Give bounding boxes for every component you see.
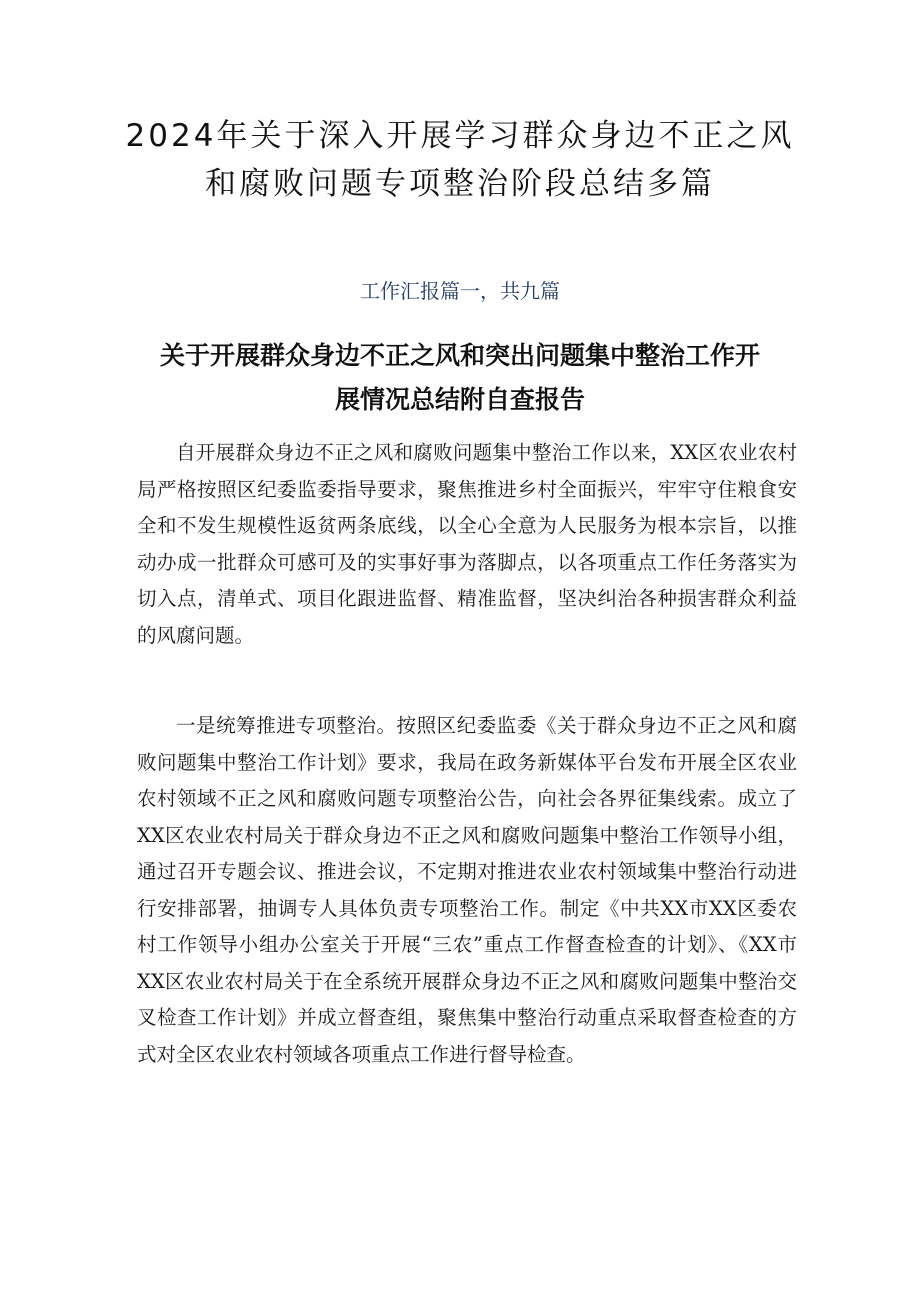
- body-paragraph-2: 一是统筹推进专项整治。按照区纪委监委《关于群众身边不正之风和腐败问题集中整治工作计划》要求，我局在政务新媒体平台发布开展全区农业农村领域不正之风和腐败问题专项整治公告，向社会各界征集线索。成立了XX区农业农村局关于群众身边不正之风和腐败问题集中整治工作领导小组，通过召开专题会议、推进会议，不定期对推进农业农村领域集中整治行动进行安排部署，抽调专人具体负责专项整治工作。制定《中共XX市XX区委农村工作领导小组办公室关于开展“三农”重点工作督查检查的计划》、《XX市XX区农业农村局关于在全系统开展群众身边不正之风和腐败问题集中整治交叉检查工作计划》并成立督查组，聚焦集中整治行动重点采取督查检查的方式对全区农业农村领域各项重点工作进行督导检查。: [137, 714, 797, 1066]
- body-paragraph-1: 自开展群众身边不正之风和腐败问题集中整治工作以来，XX区农业农村局严格按照区纪委监委指导要求，聚焦推进乡村全面振兴，牢牢守住粮食安全和不发生规模性返贫两条底线，以全心全意为人民服务为根本宗旨，以推动办成一批群众可感可及的实事好事为落脚点，以各项重点工作任务落实为切入点，清单式、项目化跟进监督、精准监督，坚决纠治各种损害群众利益的风腐问题。: [137, 441, 797, 647]
- document-title: 2024年关于深入开展学习群众身边不正之风和腐败问题专项整治阶段总结多篇: [125, 118, 795, 202]
- report-title: 关于开展群众身边不正之风和突出问题集中整治工作开展情况总结附自查报告: [159, 341, 760, 414]
- section-label: 工作汇报篇一，共九篇: [360, 279, 560, 303]
